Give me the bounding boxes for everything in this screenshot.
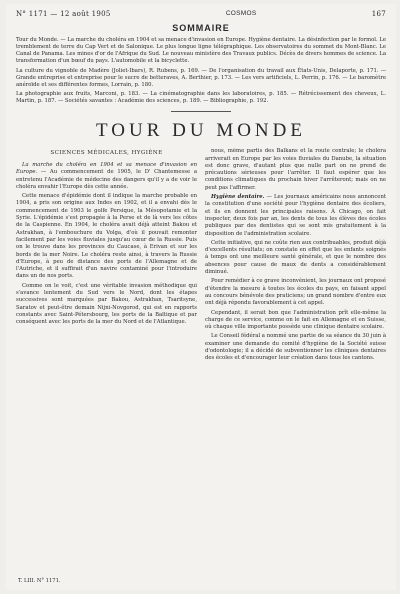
sommaire-paragraph: La culture du vignoble de Madère (Joliet-Ibars), R. Rubens, p. 169. — De l'organisation du travail aux États-Unis, Delaporte, p. 171. — Grande entreprise et entreprise pour le sucre de betteraves, A. Berthier, p. 173. — Les vers artificiels, L. Perrin, p. 176. — Le baromètre anéroïde et ses différentes formes, Lorrain, p. 180.: [16, 67, 386, 88]
sommaire-block: [16, 37, 386, 105]
article-text: — Les journaux américains nous annoncent la constitution d'une société pour l'hygiène dentaire des écoliers, et ils en donnent les principales raisons. À Chicago, on fait inspecter, deux fois par an, les dents de tous les élèves des écoles publiques par des dentistes qui se sont mis gratuitement à la disposition de l'administration scolaire.: [205, 194, 386, 237]
article-paragraph: [16, 162, 197, 191]
subsection-heading: Hygiène dentaire.: [211, 194, 265, 201]
page-header: [16, 10, 386, 18]
issue-number: N° 1171 — 12 août 1905: [16, 10, 111, 18]
journal-name: COSMOS: [225, 10, 257, 17]
page-number: 167: [371, 10, 386, 18]
column-right: [205, 148, 386, 364]
article-paragraph: [205, 194, 386, 238]
article-paragraph: Cette menace d'épidémie dont il indique la marche probable en 1904, a pris son origine aux Indes en 1902, et il a envahi dès le commencement de 1903 le golfe Persique, la Mésopotamie et la Syrie. L'épidémie s'est propagée à la Perse et de là vers les côtes de la Caspienne. En 1904, le choléra avait déjà atteint Bakou et Astrakhan, à l'embouchure du Volga, d'où il pouvait remonter facilement par les voies fluviales jusqu'au cœur de la Russie. Puis on le trouve dans les provinces du Caucase, à Erivan et sur les bords de la mer Noire. Le choléra reste ainsi, à travers la Russie d'Europe, à peu de distance des ports de l'Allemagne et de l'Autriche, et il suffirait d'un navire contaminé pour l'introduire dans un de nos ports.: [16, 193, 197, 280]
sommaire-paragraph: La photographie aux fruits, Marconi, p. 183. — La cinématographie dans les laboratoires, p. 185. — Rétrécissement des cheveux, L. Martin, p. 187. — Sociétés savantes : Académie des sciences, p. 189. — Bibliographie, p. 192.: [16, 90, 386, 105]
section-heading: SCIENCES MÉDICALES, HYGIÈNE: [50, 150, 163, 157]
section-title: TOUR DU MONDE: [96, 120, 306, 142]
article-paragraph: Pour remédier à ce grave inconvénient, les journaux ont proposé d'étendre la mesure à toutes les écoles du pays, en faisant appel au concours bénévole des praticiens; un grand nombre d'entre eux ont déjà répondu favorablement à cet appel.: [205, 278, 386, 307]
sommaire-paragraph: Tour du Monde. — La marche du choléra en 1904 et sa menace d'invasion en Europe. Hygiène dentaire. La désinfection par le formol. Le tremblement de terre du Cap Vert et de Salonique. Le plus longue ligne télégraphique. Les observatoires du sommet du Mont-Blanc. Le Canal de Panama. Les mines d'or de l'Afrique du Sud. Le nouveau ministère des Travaux publics. Décès de divers hommes de science. La transformation d'un bœuf du pays. L'automobile et la bicyclette.: [16, 37, 386, 65]
article-text: — Au commencement de 1905, le D' Chantemesse a entretenu l'Académie de médecine des dangers qu'il y a de voir le choléra envahir l'Europe dès cette année.: [16, 169, 197, 190]
page-footer: T. LIII. N° 1171.: [18, 578, 61, 584]
article-paragraph: Cette initiative, qui ne coûte rien aux contribuables, produit déjà d'excellents résultats; on constate en effet que les enfants soignés à temps ont une meilleure santé générale, et que le nombre des absences pour cause de maux de dents a considérablement diminué.: [205, 239, 386, 276]
article-paragraph: Comme on le voit, c'est une véritable invasion méthodique qui s'avance lentement du Sud vers le Nord, dont les étapes successives sont marquées par Bakou, Astrakhan, Tsaritsyne, Saratov et peut-être demain Nijni-Novgorod, qui est en rapports constants avec Saint-Pétersbourg, les ports de la Baltique et par conséquent avec les ports de la mer du Nord et de l'Atlantique.: [16, 282, 197, 326]
article-lead: La marche du choléra en 1904 et sa menace d'invasion en Europe.: [16, 161, 197, 176]
article-columns: [16, 148, 386, 364]
divider: [171, 111, 231, 112]
document-page: [6, 4, 396, 590]
article-paragraph: Cependant, il serait bon que l'administration prît elle-même la charge de ce service, comme on le fait en Allemagne et en Suisse, où chaque ville importante possède une clinique dentaire scolaire.: [205, 309, 386, 331]
article-paragraph: Le Conseil fédéral a nommé une partie de sa séance du 30 juin à examiner une demande du comité d'hygiène de la Société suisse d'odontologie; il a décidé de subventionner les cliniques dentaires des écoles et d'encourager leur création dans tous les cantons.: [205, 333, 386, 362]
article-paragraph: nous, même partis des Balkans et la route centrale; le choléra arriverait en Europe par les voies fluviales du Danube, la situation est donc grave, d'autant plus que nulle part on ne prend de précautions sérieuses pour l'arrêter. Il faut espérer que les conditions climatiques du prochain hiver l'arrêteront; mais on ne peut pas l'affirmer.: [205, 148, 386, 191]
sommaire-title: SOMMAIRE: [172, 23, 230, 33]
column-left: [16, 148, 197, 364]
